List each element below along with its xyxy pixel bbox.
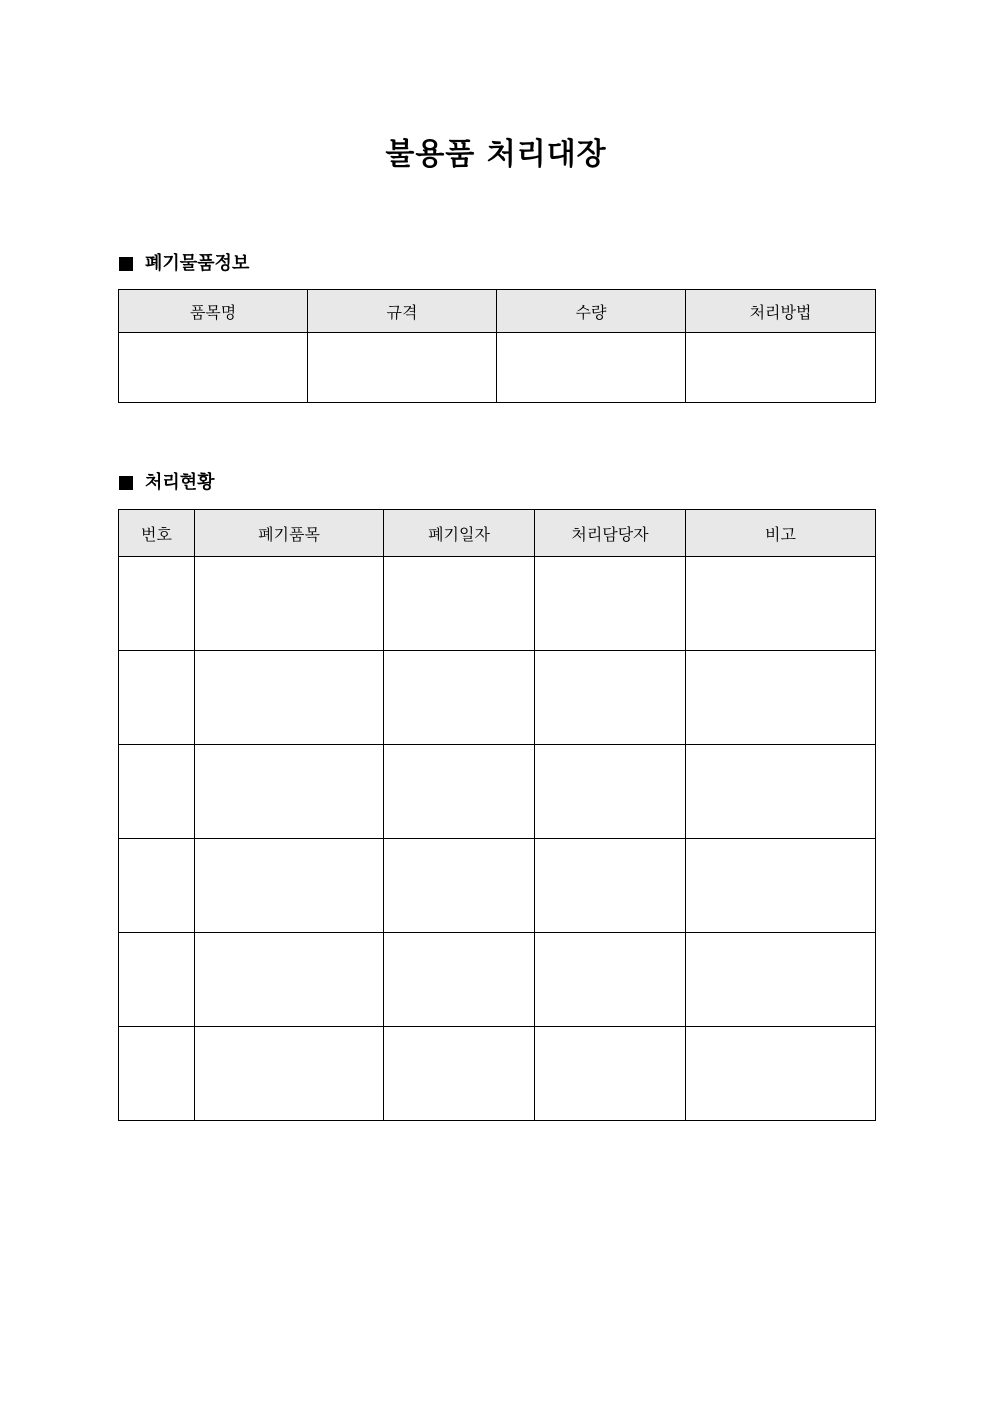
table-cell[interactable]	[686, 333, 876, 403]
table-cell[interactable]	[535, 745, 686, 839]
table-row	[119, 557, 876, 651]
table-cell[interactable]	[119, 745, 195, 839]
table-cell[interactable]	[686, 557, 876, 651]
table-cell[interactable]	[535, 933, 686, 1027]
table-cell[interactable]	[686, 933, 876, 1027]
table-cell[interactable]	[119, 333, 308, 403]
processing-status-table	[118, 509, 876, 1121]
table-header-row	[119, 510, 876, 557]
table-cell[interactable]	[384, 933, 535, 1027]
table-cell[interactable]	[119, 557, 195, 651]
section-heading-waste-info	[119, 251, 249, 277]
square-bullet-icon	[119, 476, 133, 490]
section-heading-label: 처리현황	[145, 472, 215, 493]
table-cell[interactable]	[384, 839, 535, 933]
table-cell[interactable]	[119, 651, 195, 745]
column-header-item-name: 품목명	[119, 290, 308, 333]
table-cell[interactable]	[686, 839, 876, 933]
table-header-row	[119, 290, 876, 333]
table-row	[119, 651, 876, 745]
waste-info-table	[118, 289, 876, 403]
table-cell[interactable]	[195, 1027, 384, 1121]
table-cell[interactable]	[535, 557, 686, 651]
table-row	[119, 933, 876, 1027]
table-cell[interactable]	[119, 933, 195, 1027]
table-cell[interactable]	[195, 933, 384, 1027]
square-bullet-icon	[119, 257, 133, 271]
table-cell[interactable]	[195, 557, 384, 651]
table-cell[interactable]	[535, 651, 686, 745]
table-row	[119, 839, 876, 933]
table-cell[interactable]	[384, 651, 535, 745]
table-cell[interactable]	[308, 333, 497, 403]
column-header-spec: 규격	[308, 290, 497, 333]
table-cell[interactable]	[195, 651, 384, 745]
table-row	[119, 1027, 876, 1121]
table-cell[interactable]	[119, 1027, 195, 1121]
column-header-disposed-item: 폐기품목	[195, 510, 384, 557]
column-header-disposal-method: 처리방법	[686, 290, 876, 333]
table-cell[interactable]	[535, 839, 686, 933]
column-header-quantity: 수량	[497, 290, 686, 333]
column-header-person-in-charge: 처리담당자	[535, 510, 686, 557]
column-header-remarks: 비고	[686, 510, 876, 557]
table-cell[interactable]	[686, 1027, 876, 1121]
table-row	[119, 333, 876, 403]
table-cell[interactable]	[497, 333, 686, 403]
table-cell[interactable]	[384, 745, 535, 839]
table-cell[interactable]	[535, 1027, 686, 1121]
column-header-disposal-date: 폐기일자	[384, 510, 535, 557]
table-row	[119, 745, 876, 839]
column-header-number: 번호	[119, 510, 195, 557]
page-title: 불용품 처리대장	[385, 137, 607, 172]
table-cell[interactable]	[384, 1027, 535, 1121]
table-cell[interactable]	[686, 651, 876, 745]
table-cell[interactable]	[119, 839, 195, 933]
section-heading-label: 폐기물품정보	[145, 253, 250, 274]
table-cell[interactable]	[195, 745, 384, 839]
table-cell[interactable]	[384, 557, 535, 651]
table-cell[interactable]	[195, 839, 384, 933]
table-cell[interactable]	[686, 745, 876, 839]
section-heading-processing-status	[119, 470, 215, 496]
